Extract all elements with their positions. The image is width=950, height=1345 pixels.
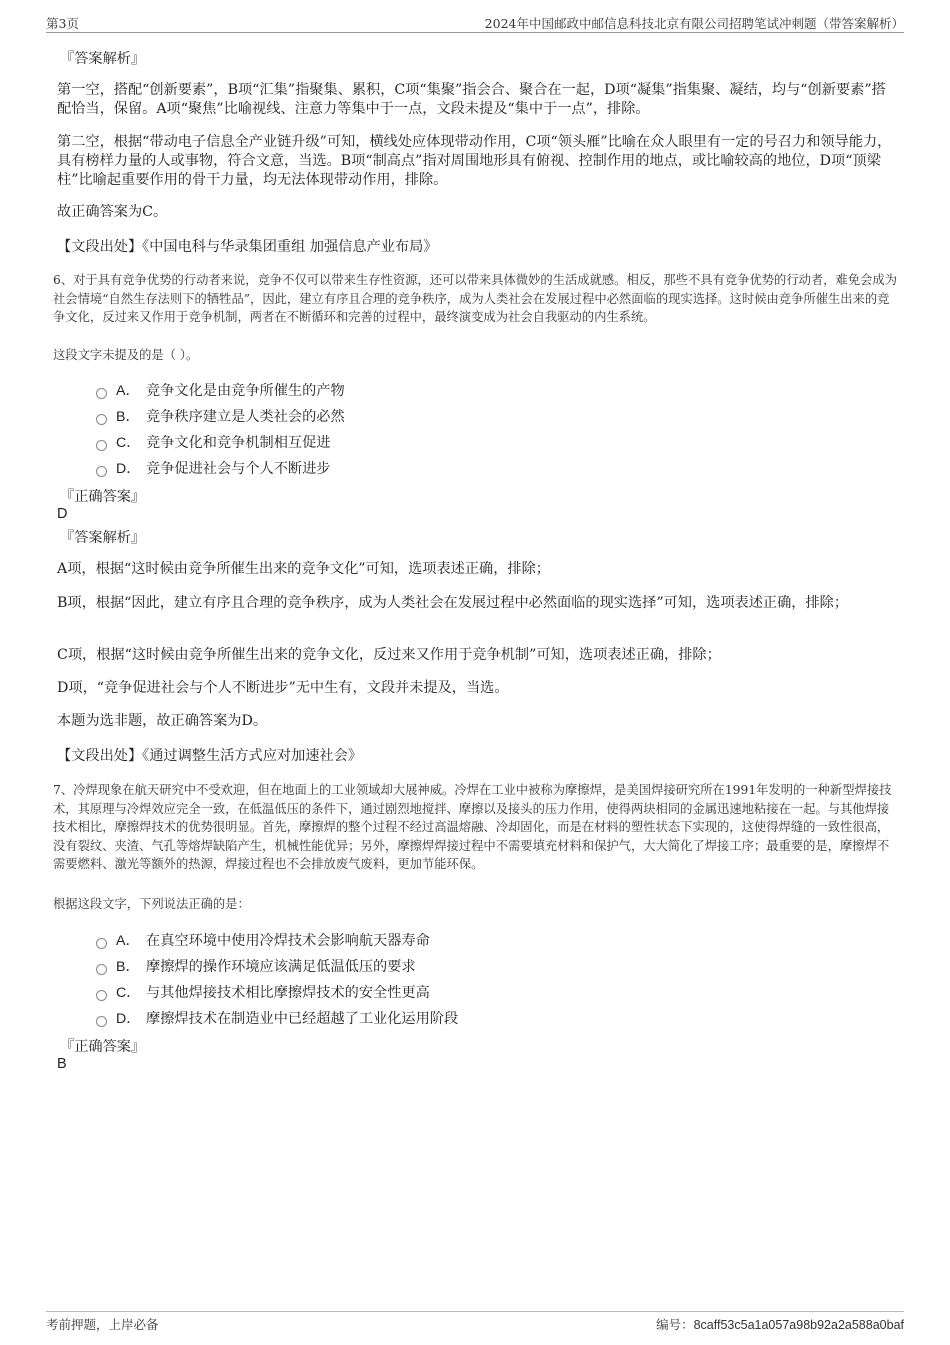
radio-icon[interactable] [96, 466, 107, 477]
q6-answer: D [57, 506, 68, 522]
q7-option-a[interactable]: A． 在真空环境中使用冷焊技术会影响航天器寿命 [96, 930, 430, 950]
q6-analysis-a: A项，根据“这时候由竞争所催生出来的竞争文化”可知，选项表述正确，排除； [57, 561, 550, 577]
q6-option-b[interactable]: B． 竞争秩序建立是人类社会的必然 [96, 406, 345, 426]
q7-answer-label: 『正确答案』 [60, 1039, 146, 1055]
q6-option-d[interactable]: D． 竞争促进社会与个人不断进步 [96, 458, 330, 478]
radio-icon[interactable] [96, 1016, 107, 1027]
q6-answer-label: 『正确答案』 [60, 489, 146, 505]
footer-slogan: 考前押题，上岸必备 [46, 1317, 159, 1332]
q6-option-c[interactable]: C． 竞争文化和竞争机制相互促进 [96, 432, 330, 452]
q6-conclusion: 本题为选非题，故正确答案为D。 [57, 713, 268, 729]
document-title: 2024年中国邮政中邮信息科技北京有限公司招聘笔试冲刺题（带答案解析） [484, 16, 904, 31]
q7-question: 根据这段文字，下列说法正确的是： [53, 897, 250, 911]
q6-stem: 6、对于具有竞争优势的行动者来说，竞争不仅可以带来生存性资源，还可以带来具体微妙的生活成就感。相反，那些不具有竞争优势的行动者，难免会成为社会情境“自然生存法则下的牺牲品”，因此，建立有序且合理的竞争秩序，成为人类社会在发展过程中必然面临的现实选择。这时候由竞争所催生出来的竞争文化，反过来又作用于竞争机制，两者在不断循环和完善的过程中，最终演变成为社会自我驱动的内生系统。 [53, 273, 898, 324]
document-code: 编号：8caff53c5a1a057a98b92a2a588a0baf [656, 1318, 904, 1332]
q7-answer: B [57, 1056, 67, 1072]
q6-analysis-label: 『答案解析』 [60, 530, 146, 546]
q6-analysis-d: D项，“竞争促进社会与个人不断进步”无中生有，文段并未提及，当选。 [57, 680, 509, 696]
q7-option-b[interactable]: B． 摩擦焊的操作环境应该满足低温低压的要求 [96, 956, 416, 976]
radio-icon[interactable] [96, 388, 107, 399]
q6-source: 【文段出处】《通过调整生活方式应对加速社会》 [57, 748, 363, 764]
q6-question: 这段文字未提及的是（ ）。 [53, 348, 199, 362]
q5-analysis-para1: 第一空，搭配“创新要素”，B项“汇集”指聚集、累积，C项“集聚”指会合、聚合在一起，D项“凝集”指集聚、凝结，均与“创新要素”搭配恰当，保留。A项“聚焦”比喻视线、注意力等集中于一点，文段未提及“集中于一点”，排除。 [57, 82, 886, 117]
radio-icon[interactable] [96, 440, 107, 451]
q7-option-c[interactable]: C． 与其他焊接技术相比摩擦焊技术的安全性更高 [96, 982, 430, 1002]
radio-icon[interactable] [96, 414, 107, 425]
q7-stem: 7、冷焊现象在航天研究中不受欢迎，但在地面上的工业领域却大展神威。冷焊在工业中被称为摩擦焊，是美国焊接研究所在1991年发明的一种新型焊接技术，其原理与冷焊效应完全一致，在低温低压的条件下，通过剧烈地搅拌、摩擦以及接头的压力作用，使得两块相同的金属迅速地粘接在一起。与其他焊接技术相比，摩擦焊技术的优势很明显。首先，摩擦焊的整个过程不经过高温熔融、冷却固化，而是在材料的塑性状态下实现的，这使得焊缝的一致性很高，没有裂纹、夹渣、气孔等熔焊缺陷产生，机械性能优异；另外，摩擦焊焊接过程中不需要填充材料和保护气，大大简化了焊接工序；最重要的是，摩擦焊不需要燃料、激光等额外的热源，焊接过程也不会排放废气废料，更加节能环保。 [53, 783, 892, 871]
page-header [46, 14, 904, 33]
q5-conclusion: 故正确答案为C。 [57, 204, 168, 220]
radio-icon[interactable] [96, 990, 107, 1001]
q5-analysis-label: 『答案解析』 [60, 51, 146, 67]
q5-analysis-para2: 第二空，根据“带动电子信息全产业链升级”可知，横线处应体现带动作用，C项“领头雁”比喻在众人眼里有一定的号召力和领导能力，具有榜样力量的人或事物，符合文意，当选。B项“制高点”指对周围地形具有俯视、控制作用的地点，或比喻较高的地位，D项“顶梁柱”比喻起重要作用的骨干力量，均无法体现带动作用，排除。 [57, 134, 892, 188]
q6-analysis-c: C项，根据“这时候由竞争所催生出来的竞争文化，反过来又作用于竞争机制”可知，选项表述正确，排除； [57, 647, 721, 663]
radio-icon[interactable] [96, 964, 107, 975]
page-footer [46, 1311, 904, 1335]
q6-option-a[interactable]: A． 竞争文化是由竞争所催生的产物 [96, 380, 345, 400]
q5-source: 【文段出处】《中国电科与华录集团重组 加强信息产业布局》 [57, 239, 438, 255]
radio-icon[interactable] [96, 938, 107, 949]
page-number: 第3页 [46, 16, 79, 31]
q6-analysis-b: B项，根据“因此，建立有序且合理的竞争秩序，成为人类社会在发展过程中必然面临的现实选择”可知，选项表述正确，排除； [57, 595, 849, 611]
q7-option-d[interactable]: D． 摩擦焊技术在制造业中已经超越了工业化运用阶段 [96, 1008, 458, 1028]
